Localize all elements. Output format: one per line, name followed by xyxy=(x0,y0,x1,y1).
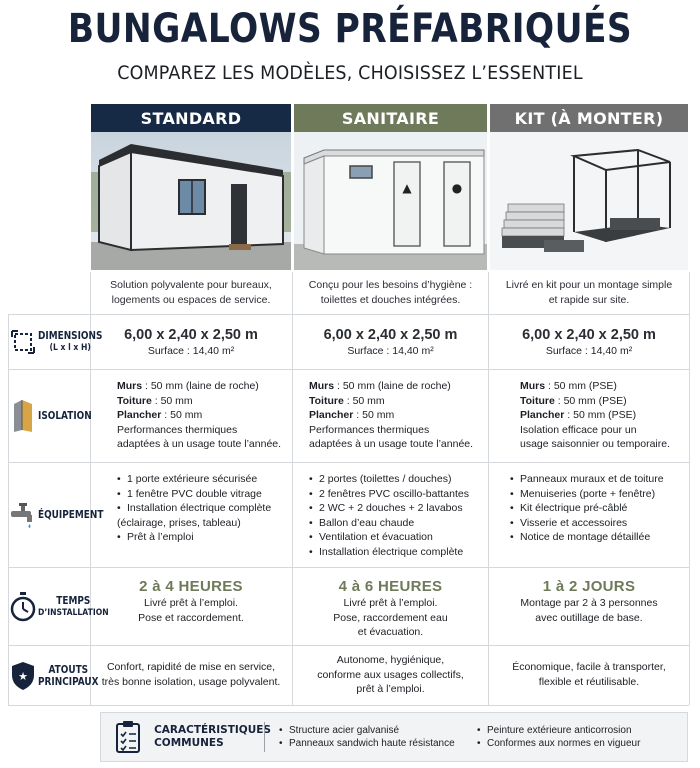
column-header-sanitaire: SANITAIRE xyxy=(294,104,487,132)
kit-install-time: 1 à 2 JOURS Montage par 2 à 3 personnes avec outillage de base. xyxy=(520,578,658,624)
list-item: • Conformes aux normes en vigueur xyxy=(477,738,687,749)
column-divider xyxy=(689,272,690,705)
dimensions-icon xyxy=(8,325,38,359)
list-item: • Panneaux sandwich haute résistance xyxy=(279,738,477,749)
list-item: • 1 porte extérieure sécurisée xyxy=(117,472,289,487)
list-item: • Ventilation et évacuation xyxy=(309,530,487,545)
divider xyxy=(264,722,265,752)
column-divider xyxy=(488,272,489,705)
standard-equipment: • 1 porte extérieure sécurisée • 1 fenêtre PVC double vitrage • Installation électrique complète (éclairage, prises, tableau) • Prêt à l’emploi xyxy=(117,472,289,545)
list-item: • 2 portes (toilettes / douches) xyxy=(309,472,487,487)
kit-atouts: Économique, facile à transporter, flexible et réutilisable. xyxy=(512,661,666,688)
kit-equipment xyxy=(510,472,686,545)
row-label-isolation: ISOLATION xyxy=(8,370,90,462)
shield-star-icon xyxy=(8,659,38,693)
row-label-equipment: ÉQUIPEMENT xyxy=(8,463,90,567)
page-title: BUNGALOWS PRÉFABRIQUÉS xyxy=(67,6,633,52)
list-item: • Installation électrique complète xyxy=(309,545,487,560)
list-item: • 1 fenêtre PVC double vitrage xyxy=(117,487,289,502)
standard-bungalow-image xyxy=(91,132,291,270)
svg-text:▲: ▲ xyxy=(402,181,412,195)
list-item: • Visserie et accessoires xyxy=(510,516,686,531)
sanitaire-equipment xyxy=(309,472,487,559)
common-features-title: CARACTÉRISTIQUES COMMUNES xyxy=(154,724,271,749)
sanitaire-isolation: Murs : 50 mm (laine de roche) Toiture : 50 mm Plancher : 50 mm Performances thermiques adaptées à un usage toute l’année. xyxy=(309,380,474,450)
list-item: • Panneaux muraux et de toiture xyxy=(510,472,686,487)
list-item: • 2 fenêtres PVC oscillo-battantes xyxy=(309,487,487,502)
row-divider xyxy=(8,567,689,568)
common-features-list xyxy=(279,725,687,749)
page-subtitle: COMPAREZ LES MODÈLES, CHOISISSEZ L’ESSENTIEL xyxy=(117,62,583,84)
kit-description: Livré en kit pour un montage simple et rapide sur site. xyxy=(505,279,673,306)
sanitaire-bungalow-image xyxy=(294,132,487,270)
insulation-panel-icon xyxy=(8,399,38,433)
list-item: • Structure acier galvanisé xyxy=(279,725,477,736)
list-item: • Installation électrique complète xyxy=(117,501,289,516)
column-divider xyxy=(292,272,293,705)
sanitaire-atouts: Autonome, hygiénique, conforme aux usages collectifs, prêt à l’emploi. xyxy=(317,654,464,695)
row-divider xyxy=(8,645,689,646)
common-features-box xyxy=(100,712,688,762)
list-item: • Prêt à l’emploi xyxy=(117,530,289,545)
standard-description: Solution polyvalente pour bureaux, logements ou espaces de service. xyxy=(110,279,272,306)
sanitaire-dimensions: 6,00 x 2,40 x 2,50 m Surface : 14,40 m² xyxy=(323,327,458,357)
stopwatch-icon xyxy=(8,590,38,624)
list-item: • Notice de montage détaillée xyxy=(510,530,686,545)
column-header-standard: STANDARD xyxy=(91,104,291,132)
row-label-atouts: ★ ATOUTS PRINCIPAUX xyxy=(8,646,90,705)
row-label-time: TEMPS D’INSTALLATION xyxy=(8,568,90,645)
standard-isolation: Murs : 50 mm (laine de roche) Toiture : 50 mm Plancher : 50 mm Performances thermiques adaptées à un usage toute l’année. xyxy=(117,380,282,450)
row-divider xyxy=(8,369,689,370)
kit-isolation: Murs : 50 mm (PSE) Toiture : 50 mm (PSE) Plancher : 50 mm (PSE) Isolation efficace pour un usage saisonnier ou temporaire. xyxy=(520,380,671,450)
list-item: • Menuiseries (porte + fenêtre) xyxy=(510,487,686,502)
row-divider xyxy=(8,705,689,706)
sanitaire-description: Conçu pour les besoins d’hygiène : toilettes et douches intégrées. xyxy=(308,279,473,306)
list-item: • Kit électrique pré-câblé xyxy=(510,501,686,516)
faucet-icon xyxy=(8,498,38,532)
row-label-dimensions: DIMENSIONS (L x l x H) xyxy=(8,315,90,369)
standard-dimensions: 6,00 x 2,40 x 2,50 m Surface : 14,40 m² xyxy=(124,327,258,357)
svg-text:●: ● xyxy=(451,181,463,195)
column-header-kit: KIT (À MONTER) xyxy=(490,104,688,132)
standard-atouts: Confort, rapidité de mise en service, très bonne isolation, usage polyvalent. xyxy=(101,661,281,688)
row-divider xyxy=(8,462,689,463)
kit-dimensions: 6,00 x 2,40 x 2,50 m Surface : 14,40 m² xyxy=(522,327,656,357)
list-item: • Ballon d’eau chaude xyxy=(309,516,487,531)
sanitaire-install-time: 4 à 6 HEURES Livré prêt à l’emploi. Pose, raccordement eau et évacuation. xyxy=(333,578,448,638)
checklist-icon xyxy=(109,717,146,757)
svg-text:★: ★ xyxy=(18,669,28,683)
standard-install-time: 2 à 4 HEURES Livré prêt à l’emploi. Pose et raccordement. xyxy=(138,578,244,624)
kit-bungalow-image xyxy=(490,132,688,270)
row-divider xyxy=(8,314,689,315)
list-item: • 2 WC + 2 douches + 2 lavabos xyxy=(309,501,487,516)
list-item: • Peinture extérieure anticorrosion xyxy=(477,725,687,736)
